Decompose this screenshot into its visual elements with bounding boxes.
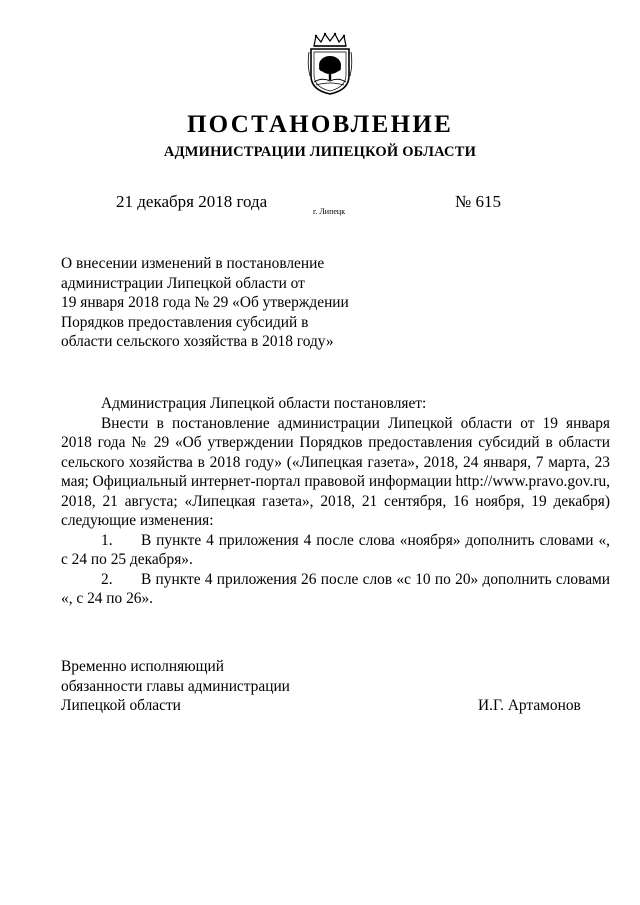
subject-line: администрации Липецкой области от <box>61 274 305 292</box>
list-item <box>61 531 610 570</box>
signatory-name: И.Г. Артамонов <box>478 697 581 714</box>
subject-line: 19 января 2018 года № 29 «Об утверждении <box>61 294 349 311</box>
document-body <box>61 394 610 609</box>
coat-of-arms-icon <box>306 32 354 96</box>
position-line: Липецкой области <box>61 697 181 714</box>
position-line: обязанности главы администрации <box>61 677 290 695</box>
document-subtitle: АДМИНИСТРАЦИИ ЛИПЕЦКОЙ ОБЛАСТИ <box>163 144 477 160</box>
document-number: № 615 <box>455 192 501 211</box>
signatory-position <box>61 657 290 716</box>
list-item <box>61 570 610 609</box>
preamble: Администрация Липецкой области постановляет: <box>101 395 427 412</box>
document-date: 21 декабря 2018 года <box>116 192 268 211</box>
list-item-text: В пункте 4 приложения 26 после слов «с 10 по 20» дополнить словами «, с 24 по 26». <box>61 570 610 607</box>
list-item-text: В пункте 4 приложения 4 после слова «ноября» дополнить словами «, с 24 по 25 декабря». <box>61 531 610 568</box>
main-paragraph: Внести в постановление администрации Липецкой области от 19 января 2018 года № 29 «Об утверждении Порядков предоставления субсидий в области сельского хозяйства в 2018 году» («Липецкая газета», 2018, 24 января, 7 марта, 23 мая; Официальный интернет-портал правовой информации http://www.pravo.gov.ru, 2018, 21 августа; «Липецкая газета», 2018, 21 сентября, 16 ноября, 19 декабря) следующие изменения: <box>61 414 610 529</box>
list-item-number: 2. <box>101 570 113 588</box>
subject-line: Порядков предоставления субсидий в <box>61 313 309 331</box>
subject-line: О внесении изменений в постановление <box>61 255 325 272</box>
list-item-number: 1. <box>101 531 113 549</box>
document-subject <box>61 254 349 352</box>
position-line: Временно исполняющий <box>61 658 224 675</box>
subject-line: области сельского хозяйства в 2018 году» <box>61 333 334 350</box>
document-city: г. Липецк <box>313 207 346 216</box>
document-title: ПОСТАНОВЛЕНИЕ <box>186 111 454 138</box>
